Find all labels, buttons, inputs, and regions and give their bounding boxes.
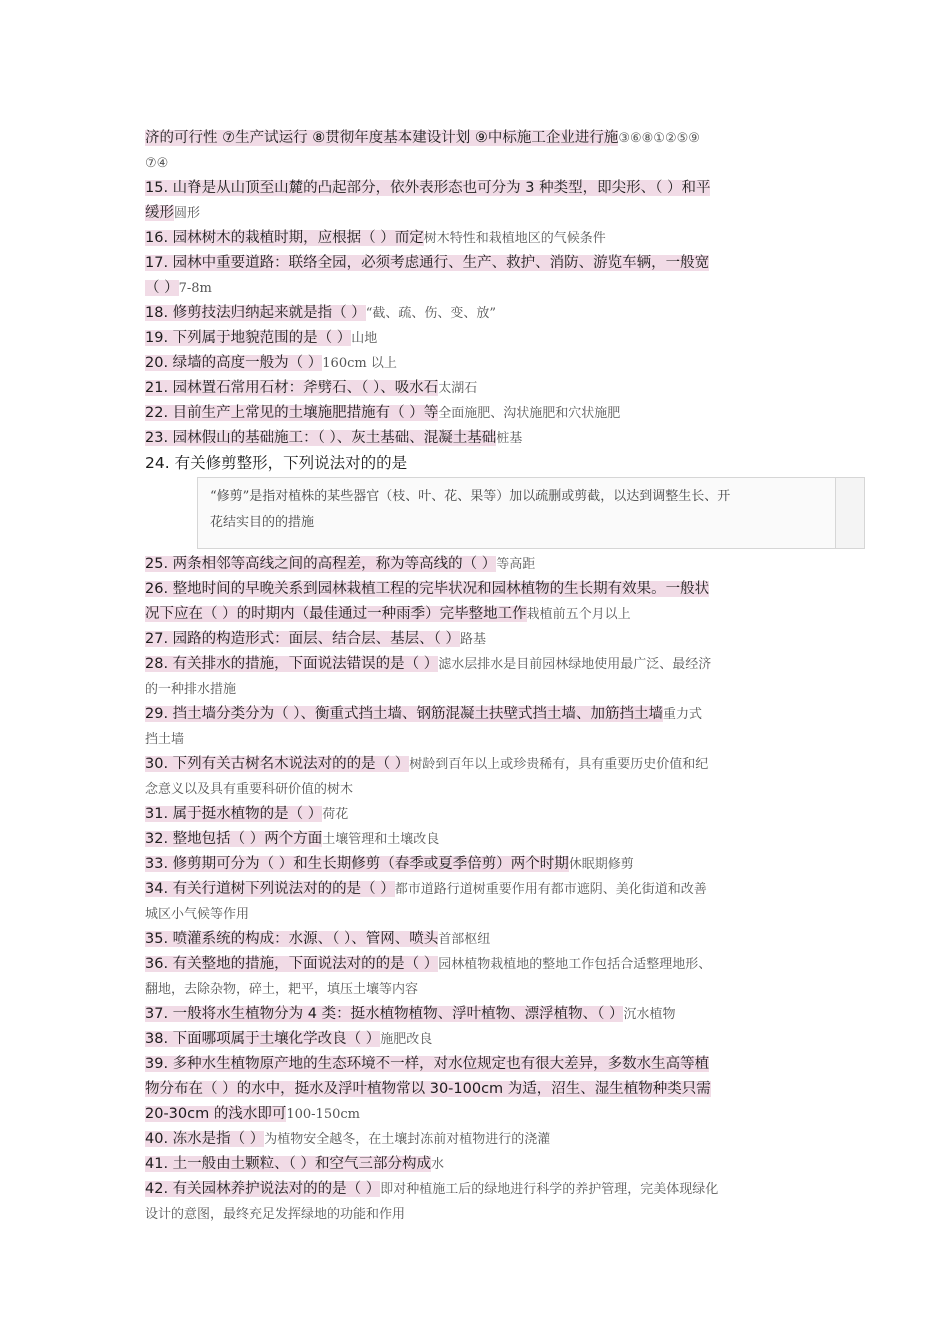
answer-text: 100-150cm — [286, 1107, 360, 1122]
answer-text: 的一种排水措施 — [145, 682, 237, 697]
question-text: 40. 冻水是指（ ） — [145, 1131, 265, 1147]
question-text: 31. 属于挺水植物的是（ ） — [145, 806, 323, 822]
answer-quote-line-1: “修剪”是指对植株的某些器官（枝、叶、花、果等）加以疏删或剪截，以达到调整生长、开 — [210, 489, 731, 504]
question-text: 27. 园路的构造形式：面层、结合层、基层、（ ） — [145, 631, 461, 647]
text-line — [145, 276, 810, 301]
answer-text: 山地 — [351, 331, 378, 346]
answer-text: 土壤管理和土壤改良 — [322, 832, 440, 847]
question-24 — [145, 451, 810, 476]
text-line — [145, 927, 810, 952]
question-text: 18. 修剪技法归纳起来就是指（ ） — [145, 305, 366, 321]
text-line — [145, 176, 810, 201]
question-list-2 — [145, 552, 810, 1227]
question-text: 22. 目前生产上常见的土壤施肥措施有（ ）等 — [145, 405, 439, 421]
question-text: 33. 修剪期可分为（ ）和生长期修剪（春季或夏季倍剪）两个时期 — [145, 856, 569, 872]
quote-gutter — [835, 478, 864, 548]
text-line — [145, 752, 810, 777]
question-text: 41. 土一般由土颗粒、（ ）和空气三部分构成 — [145, 1156, 432, 1172]
text-line — [145, 677, 810, 702]
text-line — [145, 1102, 810, 1127]
answer-text: 首部枢纽 — [438, 932, 491, 947]
answer-quote-box — [197, 477, 865, 549]
answer-text: 城区小气候等作用 — [145, 907, 250, 922]
answer-text: 滤水层排水是目前园林绿地使用最广泛、最经济 — [438, 657, 712, 672]
text-line — [145, 852, 810, 877]
text-line — [145, 1177, 810, 1202]
answer-text: ③⑥⑧①②⑤⑨ — [618, 131, 700, 146]
text-line — [145, 1202, 810, 1227]
answer-text: 荷花 — [322, 807, 349, 822]
text-line — [145, 777, 810, 802]
question-text: 30. 下列有关古树名木说法对的的是（ ） — [145, 756, 410, 772]
text-line — [145, 952, 810, 977]
text-line — [145, 426, 810, 451]
text-line — [145, 401, 810, 426]
question-text: 缓形 — [145, 205, 174, 221]
answer-text: 都市道路行道树重要作用有都市遮阴、美化街道和改善 — [394, 882, 707, 897]
answer-text: 休眠期修剪 — [568, 857, 634, 872]
text-line — [145, 1127, 810, 1152]
text-line — [145, 251, 810, 276]
text-line — [145, 1077, 810, 1102]
question-text: 34. 有关行道树下列说法对的的是（ ） — [145, 881, 395, 897]
text-line — [145, 652, 810, 677]
answer-text: 树木特性和栽植地区的气候条件 — [423, 231, 606, 246]
answer-text: 等高距 — [496, 557, 536, 572]
answer-text: 施肥改良 — [380, 1032, 433, 1047]
text-line — [145, 577, 810, 602]
text-line — [145, 326, 810, 351]
answer-text: 设计的意图，最终充足发挥绿地的功能和作用 — [145, 1207, 406, 1222]
text-line — [145, 201, 810, 226]
text-line — [145, 1027, 810, 1052]
question-text: 36. 有关整地的措施，下面说法对的的是（ ） — [145, 956, 439, 972]
document-body — [145, 126, 810, 1227]
question-text: 38. 下面哪项属于土壤化学改良（ ） — [145, 1031, 381, 1047]
text-line — [145, 1152, 810, 1177]
answer-text: “截、疏、伤、变、放” — [365, 306, 497, 321]
answer-text: 桩基 — [496, 431, 523, 446]
text-line — [145, 727, 810, 752]
answer-text: 栽植前五个月以上 — [526, 607, 631, 622]
question-text: 20. 绿墙的高度一般为（ ） — [145, 355, 323, 371]
answer-quote-line-2: 花结实目的的措施 — [210, 515, 315, 530]
text-line — [145, 902, 810, 927]
answer-text: 翻地，去除杂物，碎土，耙平，填压土壤等内容 — [145, 982, 419, 997]
text-line — [145, 1002, 810, 1027]
answer-text: 沉水植物 — [623, 1007, 676, 1022]
text-line — [145, 376, 810, 401]
answer-text: 路基 — [460, 632, 487, 647]
text-line — [145, 802, 810, 827]
text-line — [145, 977, 810, 1002]
text-line — [145, 877, 810, 902]
answer-text: 为植物安全越冬，在土壤封冻前对植物进行的浇灌 — [264, 1132, 551, 1147]
answer-text: 念意义以及具有重要科研价值的树木 — [145, 782, 354, 797]
question-text: 28. 有关排水的措施，下面说法错误的是（ ） — [145, 656, 439, 672]
answer-text: ⑦④ — [145, 156, 169, 171]
question-text: 37. 一般将水生植物分为 4 类：挺水植物植物、浮叶植物、漂浮植物、（ ） — [145, 1006, 624, 1022]
question-text: （ ） — [145, 280, 179, 296]
answer-text: 重力式 — [663, 707, 703, 722]
text-line — [145, 602, 810, 627]
question-text: 16. 园林树木的栽植时期，应根据（ ）而定 — [145, 230, 424, 246]
text-line — [145, 827, 810, 852]
question-text: 26. 整地时间的早晚关系到园林栽植工程的完毕状况和园林植物的生长期有效果。一般状 — [145, 581, 710, 597]
question-text: 况下应在（ ）的时期内（最佳通过一种雨季）完毕整地工作 — [145, 606, 527, 622]
question-text: 39. 多种水生植物原产地的生态环境不一样，对水位规定也有很大差异，多数水生高等植 — [145, 1056, 710, 1072]
answer-text: 全面施肥、沟状施肥和穴状施肥 — [438, 406, 621, 421]
question-text: 29. 挡土墙分类分为（ ）、衡重式挡土墙、钢筋混凝土扶壁式挡土墙、加筋挡土墙 — [145, 706, 664, 722]
answer-text: 7-8m — [178, 281, 212, 296]
answer-text: 水 — [431, 1157, 445, 1172]
text-line — [145, 226, 810, 251]
question-list-1 — [145, 126, 810, 451]
question-text: 25. 两条相邻等高线之间的高程差，称为等高线的（ ） — [145, 556, 497, 572]
answer-text: 挡土墙 — [145, 732, 185, 747]
text-line — [145, 301, 810, 326]
question-text: 17. 园林中重要道路：联络全园，必须考虑通行、生产、救护、消防、游览车辆，一般宽 — [145, 255, 710, 271]
text-line — [145, 351, 810, 376]
question-text: 19. 下列属于地貌范围的是（ ） — [145, 330, 352, 346]
answer-text: 即对种植施工后的绿地进行科学的养护管理，完美体现绿化 — [380, 1182, 719, 1197]
question-text: 23. 园林假山的基础施工：（ ）、灰土基础、混凝土基础 — [145, 430, 497, 446]
answer-text: 太湖石 — [438, 381, 478, 396]
answer-text: 树龄到百年以上或珍贵稀有，具有重要历史价值和纪 — [409, 757, 709, 772]
question-text: 35. 喷灌系统的构成：水源、（ ）、管网、喷头 — [145, 931, 439, 947]
text-line — [145, 1052, 810, 1077]
text-line — [145, 552, 810, 577]
answer-text: 160cm 以上 — [322, 356, 397, 371]
question-text: 42. 有关园林养护说法对的的是（ ） — [145, 1181, 381, 1197]
question-text: 济的可行性 ⑦生产试运行 ⑧贯彻年度基本建设计划 ⑨中标施工企业进行施 — [145, 130, 619, 146]
answer-text: 圆形 — [174, 206, 201, 221]
question-text: 32. 整地包括（ ）两个方面 — [145, 831, 323, 847]
question-text: 15. 山脊是从山顶至山麓的凸起部分，依外表形态也可分为 3 种类型，即尖形、（ ）和平 — [145, 180, 711, 196]
question-text: 物分布在（ ）的水中，挺水及浮叶植物常以 30-100cm 为适，沼生、湿生植物种类只需 — [145, 1081, 711, 1097]
answer-text: 园林植物栽植地的整地工作包括合适整理地形、 — [438, 957, 712, 972]
question-24-text: 24. 有关修剪整形，下列说法对的的是 — [145, 454, 408, 472]
text-line — [145, 151, 810, 176]
question-text: 20-30cm 的浅水即可 — [145, 1106, 287, 1122]
text-line — [145, 627, 810, 652]
text-line — [145, 126, 810, 151]
question-text: 21. 园林置石常用石材：斧劈石、（ ）、吸水石 — [145, 380, 439, 396]
text-line — [145, 702, 810, 727]
